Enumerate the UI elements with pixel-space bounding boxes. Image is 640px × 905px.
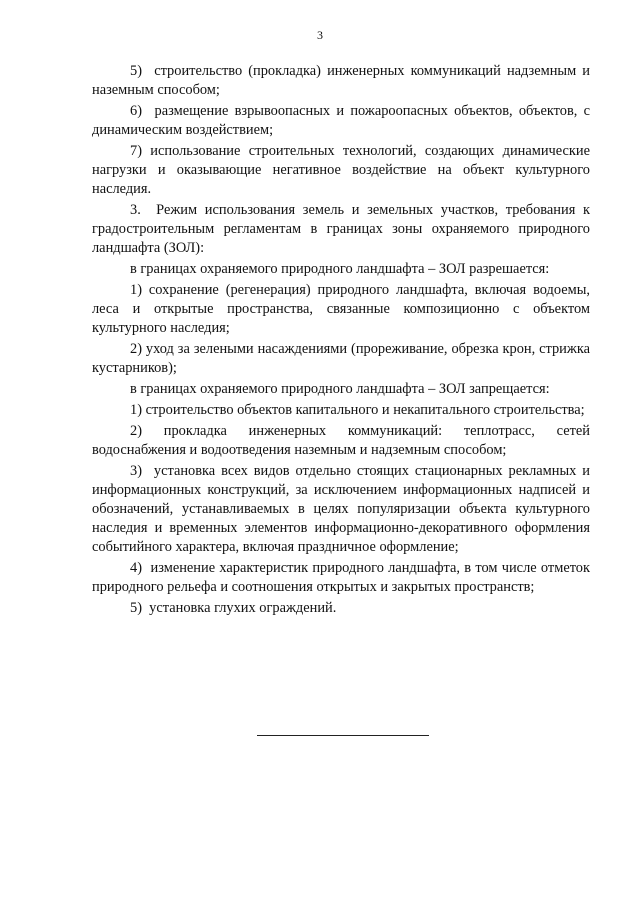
page-number: 3 xyxy=(317,28,323,42)
paragraph-section-3-heading: 3. Режим использования земель и земельных участков, требования к градостроительным регламентам в границах зоны охраняемого природного ландшафта (ЗОЛ): xyxy=(92,202,590,256)
paragraph-allowed-1: 1) сохранение (регенерация) природного ландшафта, включая водоемы, леса и открытые пространства, связанные композиционно с объектом культурного наследия; xyxy=(92,282,590,336)
paragraph-allowed-2: 2) уход за зелеными насаждениями (прореживание, обрезка крон, стрижка кустарников); xyxy=(92,341,590,376)
paragraph-forbidden-1: 1) строительство объектов капитального и некапитального строительства; xyxy=(130,402,585,418)
paragraph-forbidden-intro: в границах охраняемого природного ландшафта – ЗОЛ запрещается: xyxy=(130,381,550,397)
separator-line xyxy=(257,735,429,736)
document-body xyxy=(92,62,590,620)
paragraph-forbidden-5: 5) установка глухих ограждений. xyxy=(130,600,337,616)
paragraph-forbidden-4: 4) изменение характеристик природного ландшафта, в том числе отметок природного рельефа и соотношения открытых и закрытых пространств; xyxy=(92,560,590,595)
paragraph-forbidden-3: 3) установка всех видов отдельно стоящих стационарных рекламных и информационных конструкций, за исключением информационных надписей и обозначений, устанавливаемых в целях популяризации объекта культурного наследия и временных элементов информационно-декоративного оформления событийного характера, включая праздничное оформление; xyxy=(92,463,590,555)
paragraph-forbidden-2: 2) прокладка инженерных коммуникаций: теплотрасс, сетей водоснабжения и водоотведения наземным и надземным способом; xyxy=(92,423,590,458)
paragraph-item-7-technologies: 7) использование строительных технологий, создающих динамические нагрузки и оказывающие негативное воздействие на объект культурного наследия. xyxy=(92,143,590,197)
paragraph-item-5-construction: 5) строительство (прокладка) инженерных коммуникаций надземным и наземным способом; xyxy=(92,63,590,98)
paragraph-allowed-intro: в границах охраняемого природного ландшафта – ЗОЛ разрешается: xyxy=(130,261,550,277)
paragraph-item-6-hazardous-objects: 6) размещение взрывоопасных и пожароопасных объектов, объектов, с динамическим воздействием; xyxy=(92,103,590,138)
